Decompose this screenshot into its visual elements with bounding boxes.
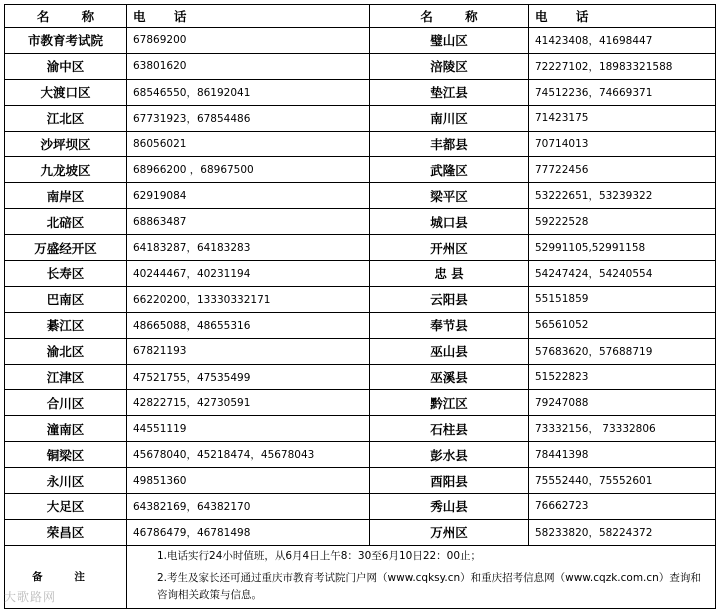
district-name-right: 垫江县: [370, 79, 529, 105]
phone-left: 68966200 ，68967500: [127, 157, 370, 183]
phone-left: 68863487: [127, 209, 370, 235]
phone-left: 48665088，48655316: [127, 312, 370, 338]
table-row: [5, 183, 716, 209]
district-name-right: 开州区: [370, 235, 529, 261]
district-name-left: 合川区: [5, 390, 127, 416]
table-row: [5, 235, 716, 261]
phone-right: 70714013: [529, 131, 716, 157]
district-name-right: 梁平区: [370, 183, 529, 209]
district-name-right: 涪陵区: [370, 53, 529, 79]
header-row: [5, 5, 716, 28]
phone-left: 64382169，64382170: [127, 494, 370, 520]
phone-right: 72227102，18983321588: [529, 53, 716, 79]
header-name-left: 名 称: [5, 5, 127, 28]
district-name-left: 江津区: [5, 364, 127, 390]
phone-right: 52991105,52991158: [529, 235, 716, 261]
table-row: [5, 312, 716, 338]
table-row: [5, 53, 716, 79]
phone-left: 42822715，42730591: [127, 390, 370, 416]
district-name-left: 永川区: [5, 468, 127, 494]
table-row: [5, 131, 716, 157]
table-row: [5, 519, 716, 545]
phone-left: 49851360: [127, 468, 370, 494]
phone-right: 41423408，41698447: [529, 28, 716, 54]
notes-body: [127, 545, 716, 608]
phone-right: 57683620，57688719: [529, 338, 716, 364]
phone-left: 67869200: [127, 28, 370, 54]
phone-right: 71423175: [529, 105, 716, 131]
table-row: [5, 105, 716, 131]
phone-right: 55151859: [529, 286, 716, 312]
header-phone-left: 电 话: [127, 5, 370, 28]
table-row: [5, 338, 716, 364]
district-name-right: 云阳县: [370, 286, 529, 312]
district-name-left: 万盛经开区: [5, 235, 127, 261]
district-name-right: 巫溪县: [370, 364, 529, 390]
phone-right: 59222528: [529, 209, 716, 235]
district-name-left: 铜梁区: [5, 442, 127, 468]
district-name-left: 江北区: [5, 105, 127, 131]
phone-right: 79247088: [529, 390, 716, 416]
district-name-right: 忠 县: [370, 261, 529, 287]
phone-left: 47521755，47535499: [127, 364, 370, 390]
phone-left: 44551119: [127, 416, 370, 442]
district-name-right: 璧山区: [370, 28, 529, 54]
phone-left: 63801620: [127, 53, 370, 79]
table-row: [5, 364, 716, 390]
hotline-table: [4, 4, 716, 609]
phone-left: 64183287，64183283: [127, 235, 370, 261]
table-row: [5, 261, 716, 287]
table-row: [5, 28, 716, 54]
district-name-right: 黔江区: [370, 390, 529, 416]
district-name-right: 石柱县: [370, 416, 529, 442]
notes-label: 备 注: [5, 545, 127, 608]
district-name-right: 丰都县: [370, 131, 529, 157]
district-name-left: 沙坪坝区: [5, 131, 127, 157]
district-name-right: 秀山县: [370, 494, 529, 520]
note-line-2: 2.考生及家长还可通过重庆市教育考试院门户网（www.cqksy.cn）和重庆招考信息网（www.cqzk.com.cn）查询和咨询相关政策与信息。: [157, 571, 701, 601]
header-name-right: 名 称: [370, 5, 529, 28]
phone-left: 62919084: [127, 183, 370, 209]
district-name-left: 潼南区: [5, 416, 127, 442]
phone-right: 56561052: [529, 312, 716, 338]
phone-left: 46786479，46781498: [127, 519, 370, 545]
district-name-right: 酉阳县: [370, 468, 529, 494]
district-name-left: 巴南区: [5, 286, 127, 312]
table-row: [5, 468, 716, 494]
district-name-left: 渝北区: [5, 338, 127, 364]
table-row: [5, 157, 716, 183]
table-row: [5, 416, 716, 442]
phone-left: 66220200，13330332171: [127, 286, 370, 312]
district-name-right: 武隆区: [370, 157, 529, 183]
phone-left: 86056021: [127, 131, 370, 157]
district-name-right: 奉节县: [370, 312, 529, 338]
table-row: [5, 390, 716, 416]
district-name-left: 大足区: [5, 494, 127, 520]
phone-right: 54247424，54240554: [529, 261, 716, 287]
phone-right: 78441398: [529, 442, 716, 468]
phone-right: 51522823: [529, 364, 716, 390]
phone-right: 77722456: [529, 157, 716, 183]
district-name-right: 南川区: [370, 105, 529, 131]
district-name-right: 巫山县: [370, 338, 529, 364]
hotline-table-body: [5, 5, 716, 546]
district-name-right: 万州区: [370, 519, 529, 545]
district-name-left: 北碚区: [5, 209, 127, 235]
table-row: [5, 286, 716, 312]
district-name-left: 长寿区: [5, 261, 127, 287]
note-line-1: 1.电话实行24小时值班，从6月4日上午8：30至6月10日22：00止；: [157, 549, 482, 562]
district-name-left: 大渡口区: [5, 79, 127, 105]
table-row: [5, 442, 716, 468]
phone-right: 53222651，53239322: [529, 183, 716, 209]
district-name-right: 城口县: [370, 209, 529, 235]
phone-left: 68546550，86192041: [127, 79, 370, 105]
table-row: [5, 79, 716, 105]
district-name-right: 彭水县: [370, 442, 529, 468]
table-row: [5, 494, 716, 520]
district-name-left: 綦江区: [5, 312, 127, 338]
phone-left: 40244467，40231194: [127, 261, 370, 287]
notes-row: [5, 545, 716, 608]
district-name-left: 渝中区: [5, 53, 127, 79]
district-name-left: 市教育考试院: [5, 28, 127, 54]
table-row: [5, 209, 716, 235]
phone-right: 76662723: [529, 494, 716, 520]
phone-left: 45678040，45218474，45678043: [127, 442, 370, 468]
district-name-left: 荣昌区: [5, 519, 127, 545]
watermark-text: 大歌路网: [4, 590, 57, 604]
district-name-left: 南岸区: [5, 183, 127, 209]
phone-right: 75552440，75552601: [529, 468, 716, 494]
phone-right: 74512236，74669371: [529, 79, 716, 105]
phone-right: 58233820，58224372: [529, 519, 716, 545]
phone-right: 73332156， 73332806: [529, 416, 716, 442]
header-phone-right: 电 话: [529, 5, 716, 28]
phone-left: 67821193: [127, 338, 370, 364]
phone-left: 67731923，67854486: [127, 105, 370, 131]
district-name-left: 九龙坡区: [5, 157, 127, 183]
